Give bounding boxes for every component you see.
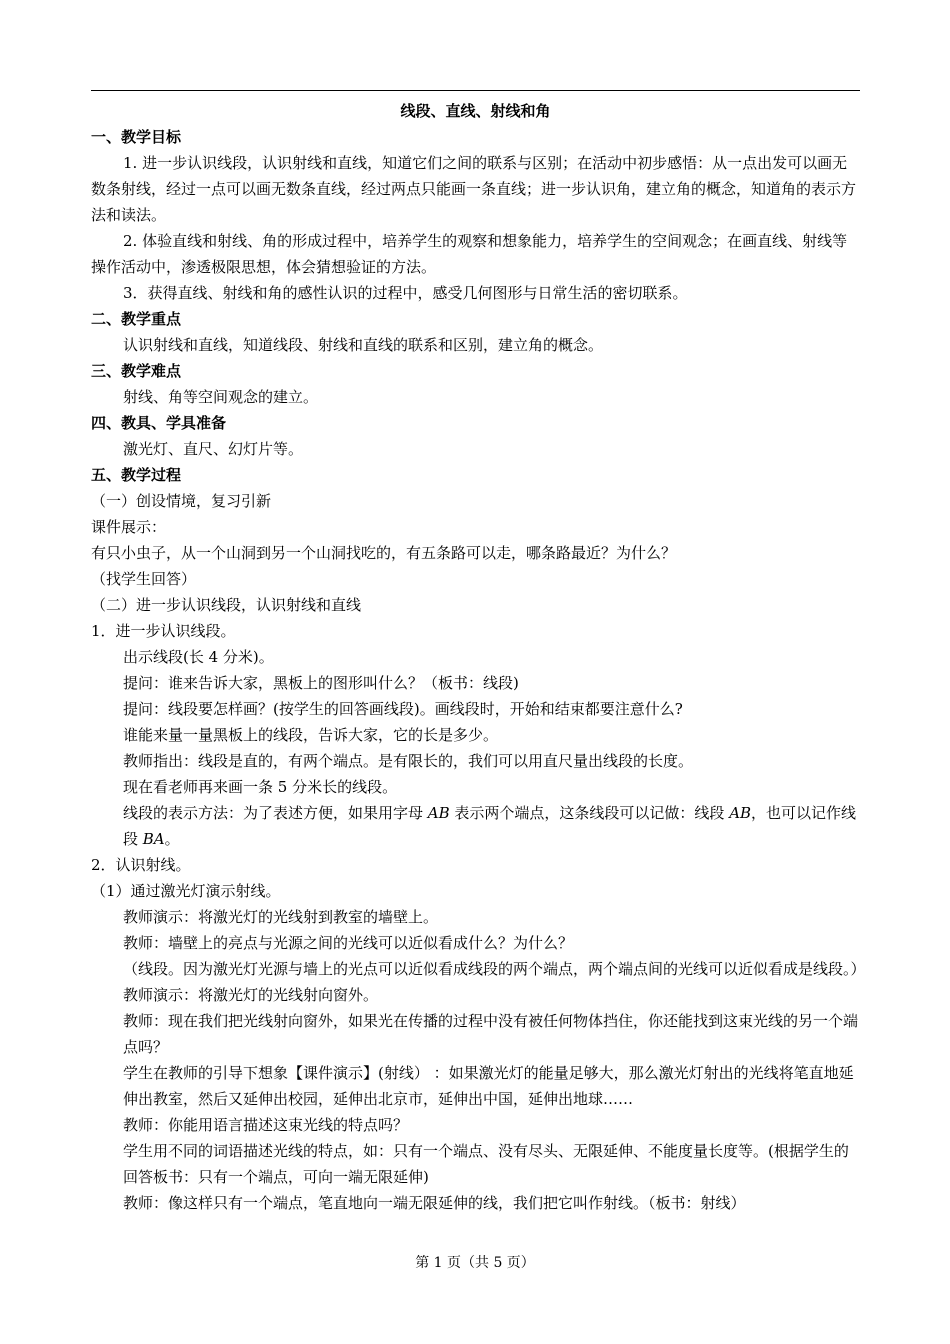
student-imagine: 学生在教师的引导下想象【课件演示】(射线） ：如果激光灯的能量足够大，那么激光灯射出的光线将笔直地延伸出教室，然后又延伸出校园，延伸出北京市，延伸出中国，延伸出地球…… [123, 1064, 854, 1108]
draw-5dm: 现在看老师再来画一条 5 分米长的线段。 [123, 778, 398, 796]
notation-ab-1: AB [427, 804, 450, 822]
header-rule [91, 90, 860, 91]
demo-wall: 教师演示：将激光灯的光线射到教室的墙壁上。 [123, 908, 439, 926]
objective-2: 2. 体验直线和射线、角的形成过程中，培养学生的观察和想象能力，培养学生的空间观念；在画直线、射线等操作活动中，渗透极限思想，体会猜想验证的方法。 [91, 232, 848, 276]
materials-text: 激光灯、直尺、幻灯片等。 [123, 440, 304, 458]
show-segment: 出示线段(长 4 分米)。 [123, 648, 274, 666]
heading-difficulties: 三、教学难点 [91, 362, 182, 380]
question-name: 提问：谁来告诉大家，黑板上的图形叫什么？（板书：线段) [123, 674, 519, 692]
process-step-2: （二）进一步认识线段，认识射线和直线 [91, 596, 362, 614]
question-wall: 教师：墙壁上的亮点与光源之间的光线可以近似看成什么？为什么？ [123, 934, 574, 952]
subsection-line-segment: 1．进一步认识线段。 [91, 622, 236, 640]
heading-materials: 四、教具、学具准备 [91, 414, 227, 432]
question-window: 教师：现在我们把光线射向窗外，如果光在传播的过程中没有被任何物体挡住，你还能找到这束光线的另一个端点吗？ [123, 1012, 859, 1056]
courseware-label: 课件展示： [91, 518, 167, 536]
question-draw: 提问：线段要怎样画？(按学生的回答画线段)。画线段时，开始和结束都要注意什么? [123, 700, 683, 718]
key-points-text: 认识射线和直线，知道线段、射线和直线的联系和区别，建立角的概念。 [123, 336, 604, 354]
student-answer-note: （找学生回答） [91, 570, 197, 588]
answer-wall: （线段。因为激光灯光源与墙上的光点可以近似看成线段的两个端点，两个端点间的光线可以近似看成是线段。） [123, 960, 866, 978]
document-body [91, 98, 866, 1216]
bug-question: 有只小虫子，从一个山洞到另一个山洞找吃的，有五条路可以走，哪条路最近？为什么？ [91, 544, 677, 562]
ray-definition: 教师：像这样只有一个端点，笔直地向一端无限延伸的线，我们把它叫作射线。（板书：射线） [123, 1194, 746, 1212]
notation-ab-2: AB [729, 804, 752, 822]
process-step-1: （一）创设情境，复习引新 [91, 492, 272, 510]
notation-part-2: 表示两个端点，这条线段可以记做：线段 [449, 804, 730, 822]
laser-demo-heading: （1）通过激光灯演示射线。 [91, 882, 281, 900]
student-describe: 学生用不同的词语描述光线的特点，如：只有一个端点、没有尽头、无限延伸、不能度量长度等。(根据学生的回答板书：只有一个端点，可向一端无限延伸) [123, 1142, 849, 1186]
question-describe: 教师：你能用语言描述这束光线的特点吗？ [123, 1116, 409, 1134]
notation-ba: BA [142, 830, 165, 848]
objective-1: 1. 进一步认识线段，认识射线和直线，知道它们之间的联系与区别；在活动中初步感悟：从一点出发可以画无数条射线，经过一点可以画无数条直线，经过两点只能画一条直线；进一步认识角，建立角的概念，知道角的表示方法和读法。 [91, 154, 857, 224]
page-title: 线段、直线、射线和角 [400, 102, 551, 120]
notation-part-3: ，也可以记作线段 [123, 804, 857, 848]
subsection-ray: 2．认识射线。 [91, 856, 191, 874]
notation-part-1: 线段的表示方法：为了表述方便，如果用字母 [123, 804, 428, 822]
objective-3: 3．获得直线、射线和角的感性认识的过程中，感受几何图形与日常生活的密切联系。 [123, 284, 688, 302]
heading-objectives: 一、教学目标 [91, 128, 182, 146]
notation-part-4: 。 [164, 830, 180, 848]
teacher-point: 教师指出：线段是直的，有两个端点。是有限长的，我们可以用直尺量出线段的长度。 [123, 752, 694, 770]
notation-text [91, 800, 860, 852]
demo-window: 教师演示：将激光灯的光线射向窗外。 [123, 986, 379, 1004]
difficulties-text: 射线、角等空间观念的建立。 [123, 388, 319, 406]
heading-process: 五、教学过程 [91, 466, 182, 484]
heading-key-points: 二、教学重点 [91, 310, 182, 328]
measure-task: 谁能来量一量黑板上的线段，告诉大家，它的长是多少。 [123, 726, 499, 744]
page-footer: 第 1 页（共 5 页） [415, 1255, 535, 1271]
